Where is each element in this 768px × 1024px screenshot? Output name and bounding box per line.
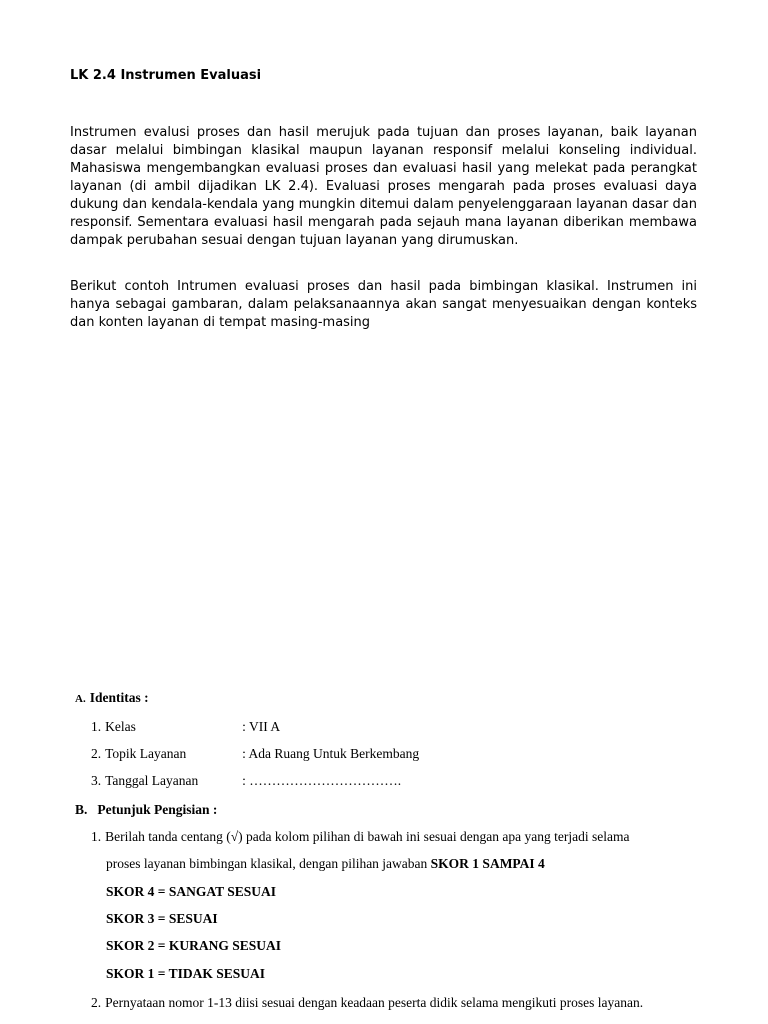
section-b-heading (75, 802, 217, 818)
row-number: 1. (91, 719, 102, 734)
score-4-label: SKOR 4 = SANGAT SESUAI (106, 884, 276, 899)
identity-row-kelas (91, 719, 280, 735)
instruction-2-text: Pernyataan nomor 1-13 diisi sesuai dengan keadaan peserta didik selama mengikuti proses layanan. (105, 995, 644, 1010)
section-b-title: Petunjuk Pengisian : (97, 802, 218, 817)
instruction-number: 2. (91, 995, 102, 1010)
score-range-label: SKOR 1 SAMPAI 4 (430, 856, 545, 871)
section-a-heading (75, 690, 149, 706)
identity-value: : VII A (242, 719, 281, 734)
identity-label: Topik Layanan (105, 746, 187, 761)
identity-label: Kelas (105, 719, 136, 734)
score-3-label: SKOR 3 = SESUAI (106, 911, 218, 926)
section-a-title: Identitas : (89, 690, 149, 705)
instruction-1-continuation (106, 856, 545, 872)
section-b-letter: B. (75, 802, 88, 817)
identity-row-tanggal (91, 773, 401, 789)
section-a-letter: A. (75, 693, 86, 705)
document-title: LK 2.4 Instrumen Evaluasi (70, 68, 262, 83)
identity-value: : ……………………………. (242, 773, 402, 788)
example-paragraph: Berikut contoh Intrumen evaluasi proses dan hasil pada bimbingan klasikal. Instrumen ini hanya sebagai gambaran, dalam pelaksanaannya akan sangat menyesuaikan dengan konteks dan konten layanan di tempat masing-masing (70, 279, 697, 330)
identity-label: Tanggal Layanan (105, 773, 199, 788)
identity-value: : Ada Ruang Untuk Berkembang (242, 746, 420, 761)
instruction-2 (91, 995, 643, 1011)
instruction-1-text: Berilah tanda centang (√) pada kolom pilihan di bawah ini sesuai dengan apa yang terjadi selama (105, 829, 630, 844)
row-number: 3. (91, 773, 102, 788)
score-1-label: SKOR 1 = TIDAK SESUAI (106, 966, 265, 981)
row-number: 2. (91, 746, 102, 761)
intro-paragraph: Instrumen evalusi proses dan hasil merujuk pada tujuan dan proses layanan, baik layanan dasar melalui bimbingan klasikal maupun layanan responsif melalui konseling individual. Mahasiswa mengembangkan evaluasi proses dan evaluasi hasil yang melekat pada perangkat layanan (di ambil dijadikan LK 2.4). Evaluasi proses mengarah pada proses evaluasi daya dukung dan kendala-kendala yang mungkin ditemui dalam penyelenggaraan layanan dasar dan responsif. Sementara evaluasi hasil mengarah pada sejauh mana layanan diberikan membawa dampak perubahan sesuai dengan tujuan layanan yang dirumuskan. (70, 125, 697, 248)
identity-row-topik (91, 746, 419, 762)
instruction-number: 1. (91, 829, 102, 844)
instruction-1-cont-text: proses layanan bimbingan klasikal, dengan pilihan jawaban (106, 856, 431, 871)
score-2-label: SKOR 2 = KURANG SESUAI (106, 938, 281, 953)
instruction-1 (91, 829, 629, 845)
